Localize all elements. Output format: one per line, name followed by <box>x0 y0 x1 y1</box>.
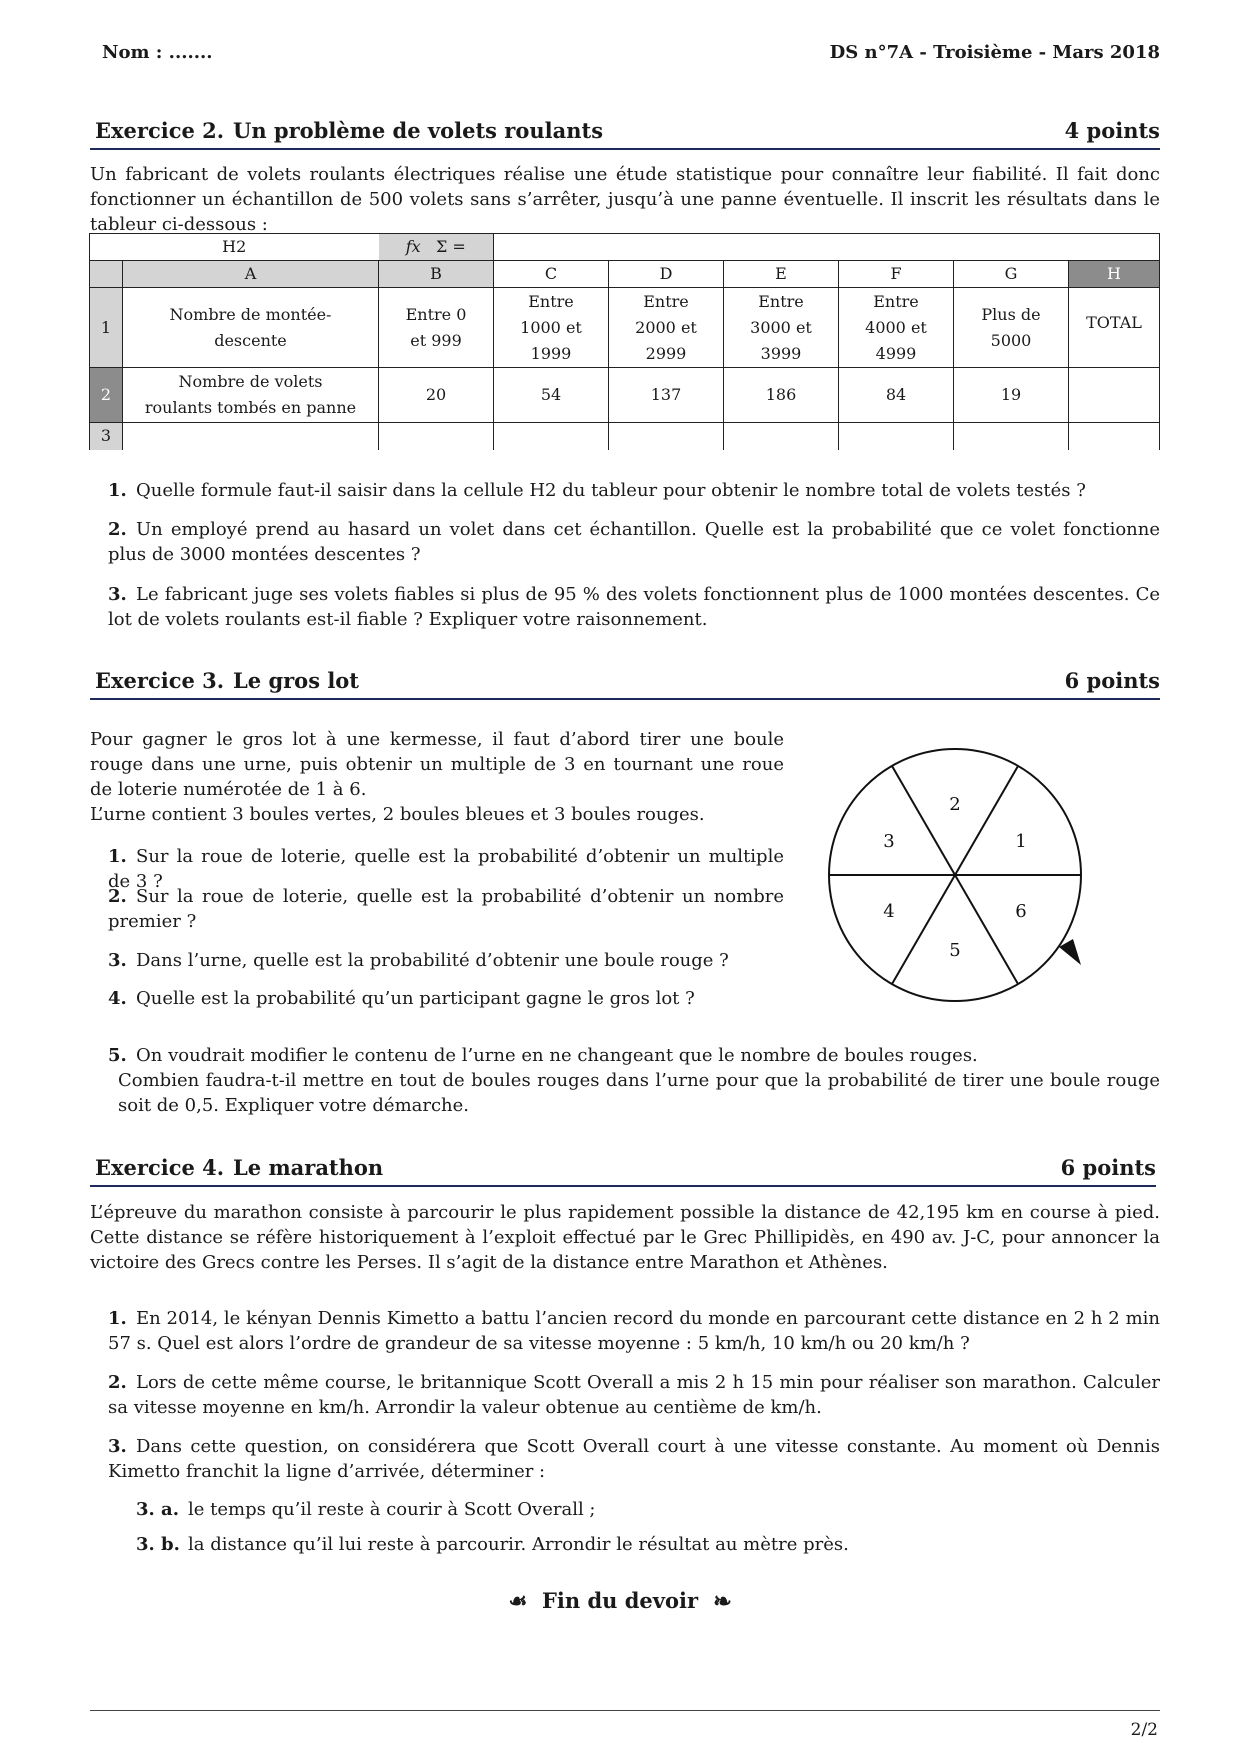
formula-input[interactable] <box>494 234 1160 261</box>
cell-c1[interactable]: Entre 1000 et 1999 <box>494 288 609 368</box>
ex4-question-2 <box>108 1370 1160 1420</box>
question-number: 2. <box>108 1372 127 1393</box>
cell-c2[interactable]: 54 <box>494 368 609 423</box>
cell-b1[interactable]: Entre 0 et 999 <box>379 288 494 368</box>
question-number: 1. <box>108 1308 127 1329</box>
wheel-number-2: 2 <box>949 794 961 815</box>
question-number: 5. <box>108 1045 127 1066</box>
question-text: Dans l’urne, quelle est la probabilité d’obtenir une boule rouge ? <box>136 950 729 971</box>
exercise-points: 6 points <box>1060 1155 1156 1180</box>
ex2-question-1 <box>108 478 1160 503</box>
cell-a1[interactable]: Nombre de montée-descente <box>123 288 379 368</box>
exercise-name: Un problème de volets roulants <box>233 118 604 143</box>
lottery-wheel <box>825 745 1115 1005</box>
student-name-label: Nom : ....... <box>102 42 213 63</box>
spreadsheet <box>89 233 1160 450</box>
wheel-number-5: 5 <box>949 940 961 961</box>
cell-b2[interactable]: 20 <box>379 368 494 423</box>
footer-rule <box>90 1710 1160 1711</box>
exercise-number: Exercice 2. <box>95 118 225 143</box>
col-header-e: E <box>724 261 839 288</box>
question-text: Lors de cette même course, le britannique Scott Overall a mis 2 h 15 min pour réaliser son marathon. Calculer sa vitesse moyenne en km/h. Arrondir la valeur obtenue au centième de km/h. <box>108 1372 1160 1418</box>
cell-c3[interactable] <box>494 423 609 450</box>
page-number: 2/2 <box>1130 1720 1158 1740</box>
cell-d3[interactable] <box>609 423 724 450</box>
question-text: Quelle formule faut-il saisir dans la cellule H2 du tableur pour obtenir le nombre total de volets testés ? <box>136 480 1086 501</box>
col-header-f: F <box>839 261 954 288</box>
col-header-h: H <box>1069 261 1160 288</box>
cell-g1[interactable]: Plus de 5000 <box>954 288 1069 368</box>
question-text: la distance qu’il lui reste à parcourir. Arrondir le résultat au mètre près. <box>188 1534 849 1555</box>
end-of-exam <box>0 1588 1240 1613</box>
ex3-question-2 <box>108 884 784 934</box>
exercise-2-intro: Un fabricant de volets roulants électriques réalise une étude statistique pour connaître leur fiabilité. Il fait donc fonctionner un échantillon de 500 volets sans s’arrêter, jusqu’à une panne éventuelle. Il inscrit les résultats dans le tableur ci-dessous : <box>90 164 1160 235</box>
col-header-a: A <box>123 261 379 288</box>
cell-h3[interactable] <box>1069 423 1160 450</box>
ex4-subquestion-b <box>136 1532 849 1557</box>
question-number: 1. <box>108 846 127 867</box>
cell-e3[interactable] <box>724 423 839 450</box>
col-header-g: G <box>954 261 1069 288</box>
cell-f1[interactable]: Entre 4000 et 4999 <box>839 288 954 368</box>
col-header-b: B <box>379 261 494 288</box>
question-number: 3. <box>108 1436 127 1457</box>
ornament-left-icon: ☙ <box>508 1588 528 1613</box>
col-header-d: D <box>609 261 724 288</box>
row-header-1: 1 <box>90 288 123 368</box>
cell-reference: H2 <box>90 234 379 261</box>
ex2-question-2 <box>108 517 1160 567</box>
ex3-question-4 <box>108 986 784 1011</box>
question-number: 3. <box>108 584 127 605</box>
exercise-points: 6 points <box>1064 668 1160 693</box>
exercise-3-title <box>90 668 1160 700</box>
question-text: Sur la roue de loterie, quelle est la probabilité d’obtenir un nombre premier ? <box>108 886 784 932</box>
ex4-question-1 <box>108 1306 1160 1356</box>
question-text: Quelle est la probabilité qu’un participant gagne le gros lot ? <box>136 988 695 1009</box>
col-header-c: C <box>494 261 609 288</box>
question-text: On voudrait modifier le contenu de l’urne en ne changeant que le nombre de boules rouges. <box>136 1045 978 1066</box>
wheel-number-1: 1 <box>1015 831 1027 852</box>
question-text: Le fabricant juge ses volets fiables si plus de 95 % des volets fonctionnent plus de 1000 montées descentes. Ce lot de volets roulants est-il fiable ? Expliquer votre raisonnement. <box>108 584 1160 630</box>
ex2-question-3 <box>108 582 1160 632</box>
row-header-3: 3 <box>90 423 123 450</box>
question-text: En 2014, le kényan Dennis Kimetto a battu l’ancien record du monde en parcourant cette distance en 2 h 2 min 57 s. Quel est alors l’ordre de grandeur de sa vitesse moyenne : 5 km/h, 10 km/h ou 20 km/h ? <box>108 1308 1160 1354</box>
cell-d1[interactable]: Entre 2000 et 2999 <box>609 288 724 368</box>
cell-f2[interactable]: 84 <box>839 368 954 423</box>
cell-h2[interactable] <box>1069 368 1160 423</box>
exercise-3-urn: L’urne contient 3 boules vertes, 2 boules bleues et 3 boules rouges. <box>90 804 705 825</box>
cell-e1[interactable]: Entre 3000 et 3999 <box>724 288 839 368</box>
question-text-cont: Combien faudra-t-il mettre en tout de boules rouges dans l’urne pour que la probabilité de tirer une boule rouge soit de 0,5. Expliquer votre démarche. <box>118 1070 1160 1116</box>
exercise-4-title <box>90 1155 1156 1187</box>
question-text: Dans cette question, on considérera que Scott Overall court à une vitesse constante. Au moment où Dennis Kimetto franchit la ligne d’arrivée, déterminer : <box>108 1436 1160 1482</box>
question-text: le temps qu’il reste à courir à Scott Overall ; <box>188 1499 596 1520</box>
ex4-subquestion-a <box>136 1497 596 1522</box>
cell-f3[interactable] <box>839 423 954 450</box>
ornament-right-icon: ☙ <box>712 1588 732 1613</box>
ex4-question-3 <box>108 1434 1160 1484</box>
exercise-number: Exercice 4. <box>95 1155 225 1180</box>
exercise-2-title <box>90 118 1160 150</box>
cell-a2[interactable]: Nombre de volets roulants tombés en panne <box>123 368 379 423</box>
cell-a3[interactable] <box>123 423 379 450</box>
exam-reference: DS n°7A - Troisième - Mars 2018 <box>829 42 1160 63</box>
ex3-question-5 <box>108 1043 1160 1118</box>
exercise-number: Exercice 3. <box>95 668 225 693</box>
question-text: Sur la roue de loterie, quelle est la probabilité d’obtenir un multiple de 3 ? <box>108 846 784 892</box>
wheel-number-4: 4 <box>883 901 895 922</box>
end-text: Fin du devoir <box>541 1588 699 1613</box>
question-number: 3. <box>108 950 127 971</box>
cell-g2[interactable]: 19 <box>954 368 1069 423</box>
cell-b3[interactable] <box>379 423 494 450</box>
exercise-points: 4 points <box>1064 118 1160 143</box>
cell-g3[interactable] <box>954 423 1069 450</box>
cell-e2[interactable]: 186 <box>724 368 839 423</box>
exercise-name: Le marathon <box>233 1155 384 1180</box>
exercise-name: Le gros lot <box>233 668 360 693</box>
corner-cell <box>90 261 123 288</box>
question-text: Un employé prend au hasard un volet dans cet échantillon. Quelle est la probabilité que ce volet fonctionne plus de 3000 montées descentes ? <box>108 519 1160 565</box>
exercise-3-intro: Pour gagner le gros lot à une kermesse, il faut d’abord tirer une boule rouge dans une urne, puis obtenir un multiple de 3 en tournant une roue de loterie numérotée de 1 à 6. <box>90 729 784 800</box>
cell-d2[interactable]: 137 <box>609 368 724 423</box>
question-number: 3. b. <box>136 1534 180 1555</box>
fx-icon: fx <box>405 237 421 256</box>
question-number: 2. <box>108 519 127 540</box>
row-header-2: 2 <box>90 368 123 423</box>
wheel-number-3: 3 <box>883 831 895 852</box>
question-number: 2. <box>108 886 127 907</box>
question-number: 1. <box>108 480 127 501</box>
formula-bar-icons <box>379 234 494 261</box>
wheel-number-6: 6 <box>1015 901 1027 922</box>
ex3-question-3 <box>108 948 784 973</box>
question-number: 3. a. <box>136 1499 179 1520</box>
sigma-icon: Σ = <box>435 237 466 256</box>
exercise-4-intro: L’épreuve du marathon consiste à parcourir le plus rapidement possible la distance de 42,195 km en course à pied. Cette distance se réfère historiquement à l’exploit effectué par le Grec Phillipidès, en 490 av. J-C, pour annoncer la victoire des Grecs contre les Perses. Il s’agit de la distance entre Marathon et Athènes. <box>90 1202 1160 1273</box>
question-number: 4. <box>108 988 127 1009</box>
cell-h1[interactable]: TOTAL <box>1069 288 1160 368</box>
